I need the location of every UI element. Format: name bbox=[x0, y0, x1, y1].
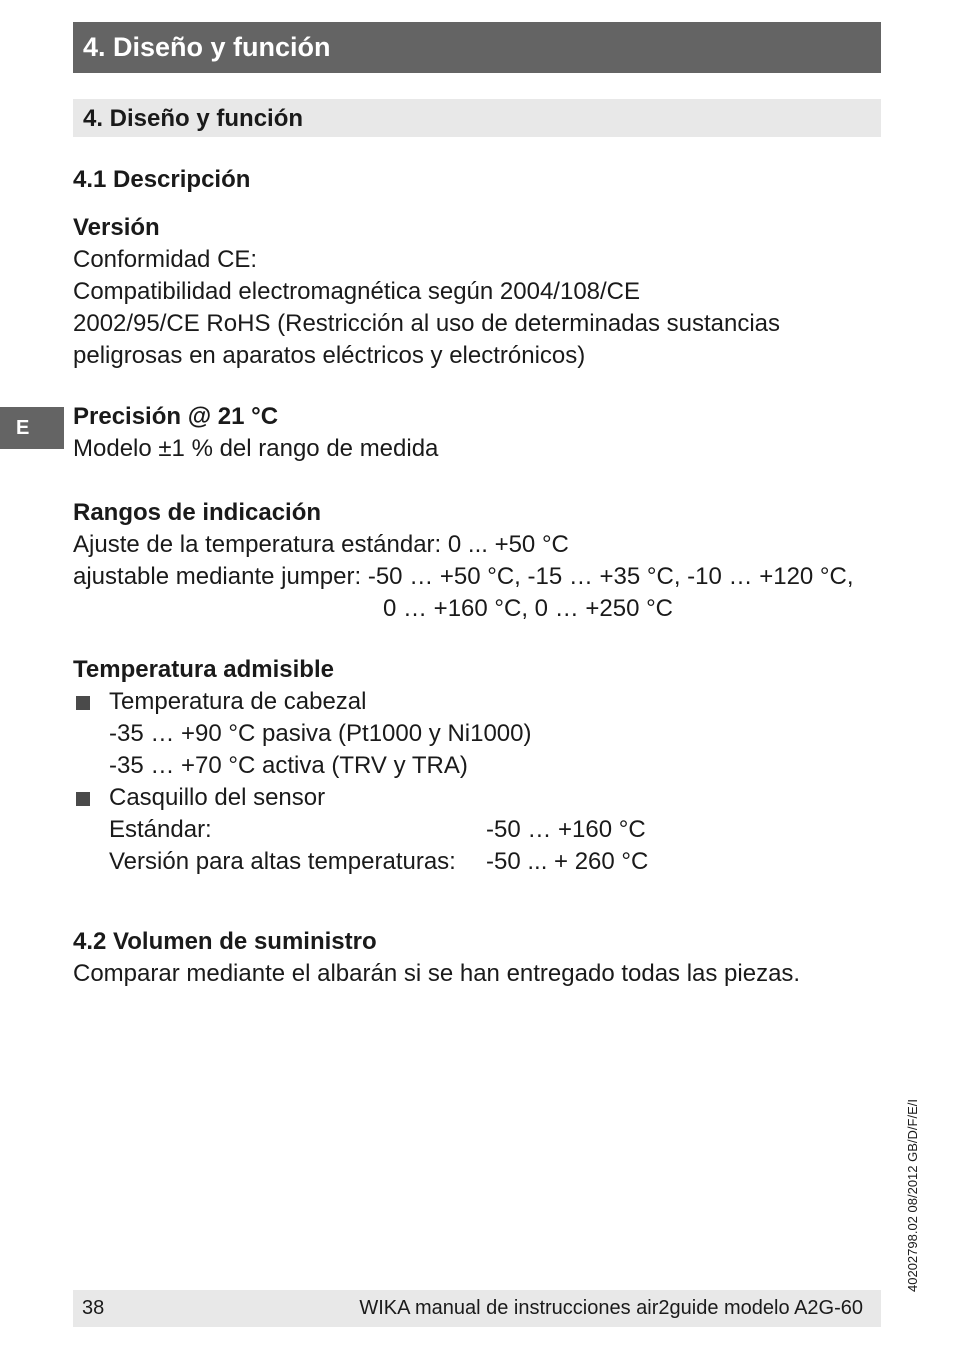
sleeve-high-label: Versión para altas temperaturas: bbox=[109, 848, 456, 875]
sleeve-title: Casquillo del sensor bbox=[109, 784, 326, 811]
version-line-3: 2002/95/CE RoHS (Restricción al uso de determinadas sustancias bbox=[73, 310, 781, 337]
subsection-heading-supply: 4.2 Volumen de suministro bbox=[73, 928, 377, 955]
sleeve-high-value: -50 ... + 260 °C bbox=[486, 848, 649, 875]
accuracy-label: Precisión @ 21 °C bbox=[73, 403, 279, 430]
ranges-standard: Ajuste de la temperatura estándar: 0 ... +50 °C bbox=[73, 531, 569, 558]
ranges-jumper-line-1: -50 … +50 °C, -15 … +35 °C, -10 … +120 °C, bbox=[367, 563, 854, 590]
version-line-4: peligrosas en aparatos eléctricos y electrónicos) bbox=[73, 342, 586, 369]
sleeve-standard-label: Estándar: bbox=[109, 816, 212, 843]
ranges-jumper-line-2: 0 … +160 °C, 0 … +250 °C bbox=[383, 595, 674, 622]
language-tab-label: E bbox=[16, 417, 30, 439]
section-header bbox=[73, 99, 881, 137]
temperature-label: Temperatura admisible bbox=[73, 656, 334, 683]
sleeve-standard-value: -50 … +160 °C bbox=[486, 816, 646, 843]
subsection-heading-description: 4.1 Descripción bbox=[73, 166, 251, 193]
ranges-jumper-label: ajustable mediante jumper: bbox=[73, 563, 368, 590]
supply-text: Comparar mediante el albarán si se han entregado todas las piezas. bbox=[73, 960, 801, 987]
language-tab bbox=[0, 407, 64, 449]
ranges-label: Rangos de indicación bbox=[73, 499, 322, 526]
document-code: 40202798.02 08/2012 GB/D/F/E/I bbox=[905, 1099, 920, 1292]
chapter-title: 4. Diseño y función bbox=[83, 32, 331, 62]
section-title: 4. Diseño y función bbox=[83, 105, 304, 132]
head-temperature-title: Temperatura de cabezal bbox=[109, 688, 367, 715]
head-temperature-passive: -35 … +90 °C pasiva (Pt1000 y Ni1000) bbox=[109, 720, 532, 747]
version-line-1: Conformidad CE: bbox=[73, 246, 258, 273]
page-footer bbox=[73, 1290, 881, 1327]
bullet-square-icon bbox=[76, 792, 90, 806]
bullet-square-icon bbox=[76, 696, 90, 710]
page-number: 38 bbox=[82, 1297, 105, 1319]
manual-title: WIKA manual de instrucciones air2guide modelo A2G-60 bbox=[359, 1297, 863, 1319]
chapter-header bbox=[73, 22, 881, 73]
head-temperature-active: -35 … +70 °C activa (TRV y TRA) bbox=[109, 752, 468, 779]
ranges-jumper bbox=[73, 561, 854, 593]
accuracy-text: Modelo ±1 % del rango de medida bbox=[73, 435, 439, 462]
version-label: Versión bbox=[73, 214, 160, 241]
version-line-2: Compatibilidad electromagnética según 2004/108/CE bbox=[73, 278, 641, 305]
